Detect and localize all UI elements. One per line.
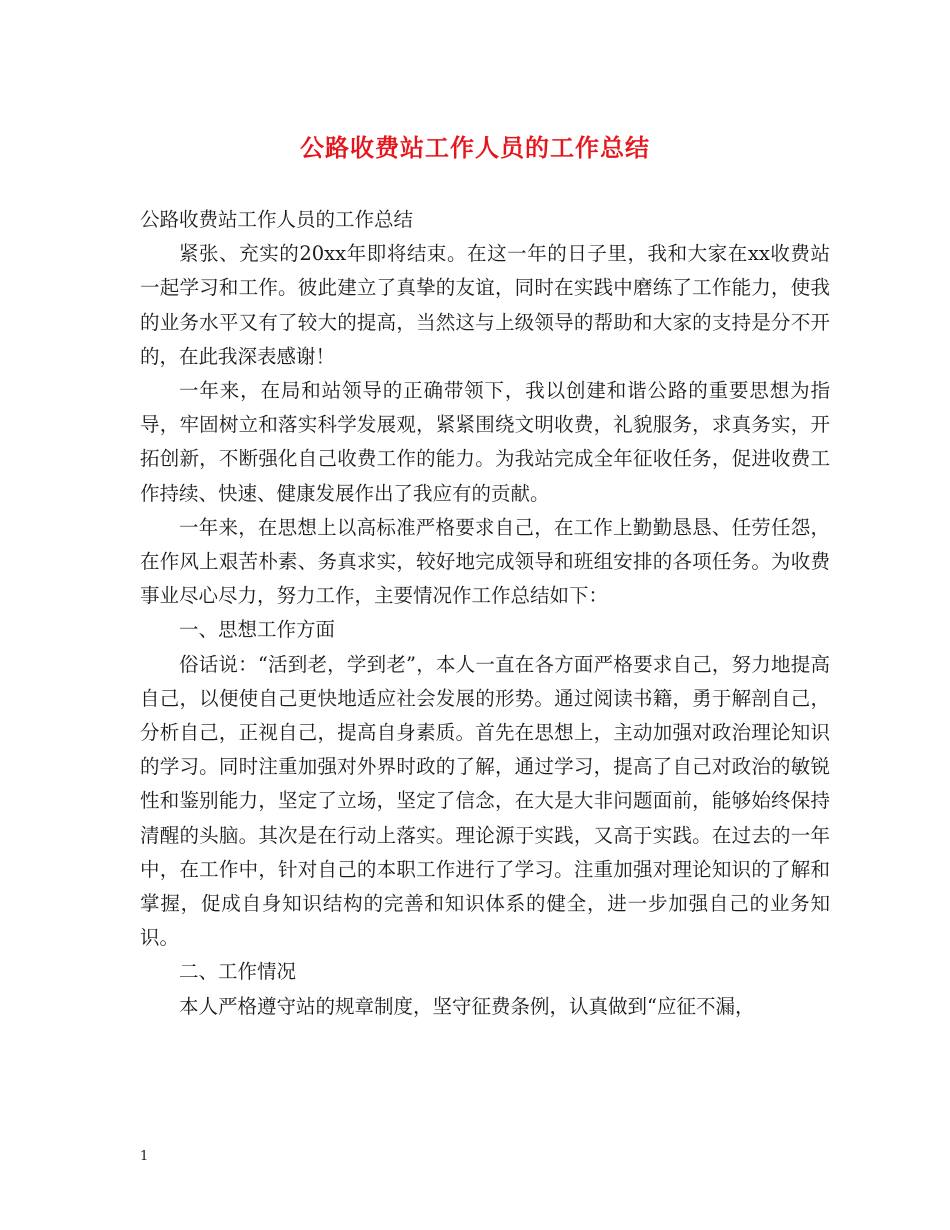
paragraph-rules: 本人严格遵守站的规章制度，坚守征费条例，认真做到“应征不漏， — [179, 994, 755, 1018]
paragraph-learning: 俗话说：“活到老，学到老”，本人一直在各方面严格要求自己，努力地提高自己，以便使自己更快地适应社会发展的形势。通过阅读书籍，勇于解剖自己，分析自己，正视自己，提高自身素质。首先在思想上，主动加强对政治理论知识的学习。同时注重加强对外界时政的了解，通过学习，提高了自己对政治的敏锐性和鉴别能力，坚定了立场，坚定了信念，在大是大非问题面前，能够始终保持清醒的头脑。其次是在行动上落实。理论源于实践，又高于实践。在过去的一年中，在工作中，针对自己的本职工作进行了学习。注重加强对理论知识的了解和掌握，促成自身知识结构的完善和知识体系的健全，进一步加强自己的业务知识。 — [140, 652, 830, 950]
document-subtitle: 公路收费站工作人员的工作总结 — [140, 208, 414, 231]
page-number: 1 — [140, 1149, 149, 1164]
document-title: 公路收费站工作人员的工作总结 — [300, 133, 650, 162]
section-heading-work: 二、工作情况 — [179, 960, 297, 984]
section-heading-thought: 一、思想工作方面 — [179, 618, 336, 642]
document-body — [140, 203, 830, 1024]
paragraph-intro: 紧张、充实的20xx年即将结束。在这一年的日子里，我和大家在xx收费站一起学习和工作。彼此建立了真挚的友谊，同时在实践中磨练了工作能力，使我的业务水平又有了较大的提高，当然这与上级领导的帮助和大家的支持是分不开的，在此我深表感谢！ — [140, 242, 830, 368]
paragraph-attitude: 一年来，在思想上以高标准严格要求自己，在工作上勤勤恳恳、任劳任怨，在作风上艰苦朴素、务真求实，较好地完成领导和班组安排的各项任务。为收费事业尽心尽力，努力工作，主要情况作工作总结如下： — [140, 515, 830, 608]
paragraph-leadership: 一年来，在局和站领导的正确带领下，我以创建和谐公路的重要思想为指导，牢固树立和落实科学发展观，紧紧围绕文明收费，礼貌服务，求真务实，开拓创新，不断强化自己收费工作的能力。为我站完成全年征收任务，促进收费工作持续、快速、健康发展作出了我应有的贡献。 — [140, 379, 830, 505]
